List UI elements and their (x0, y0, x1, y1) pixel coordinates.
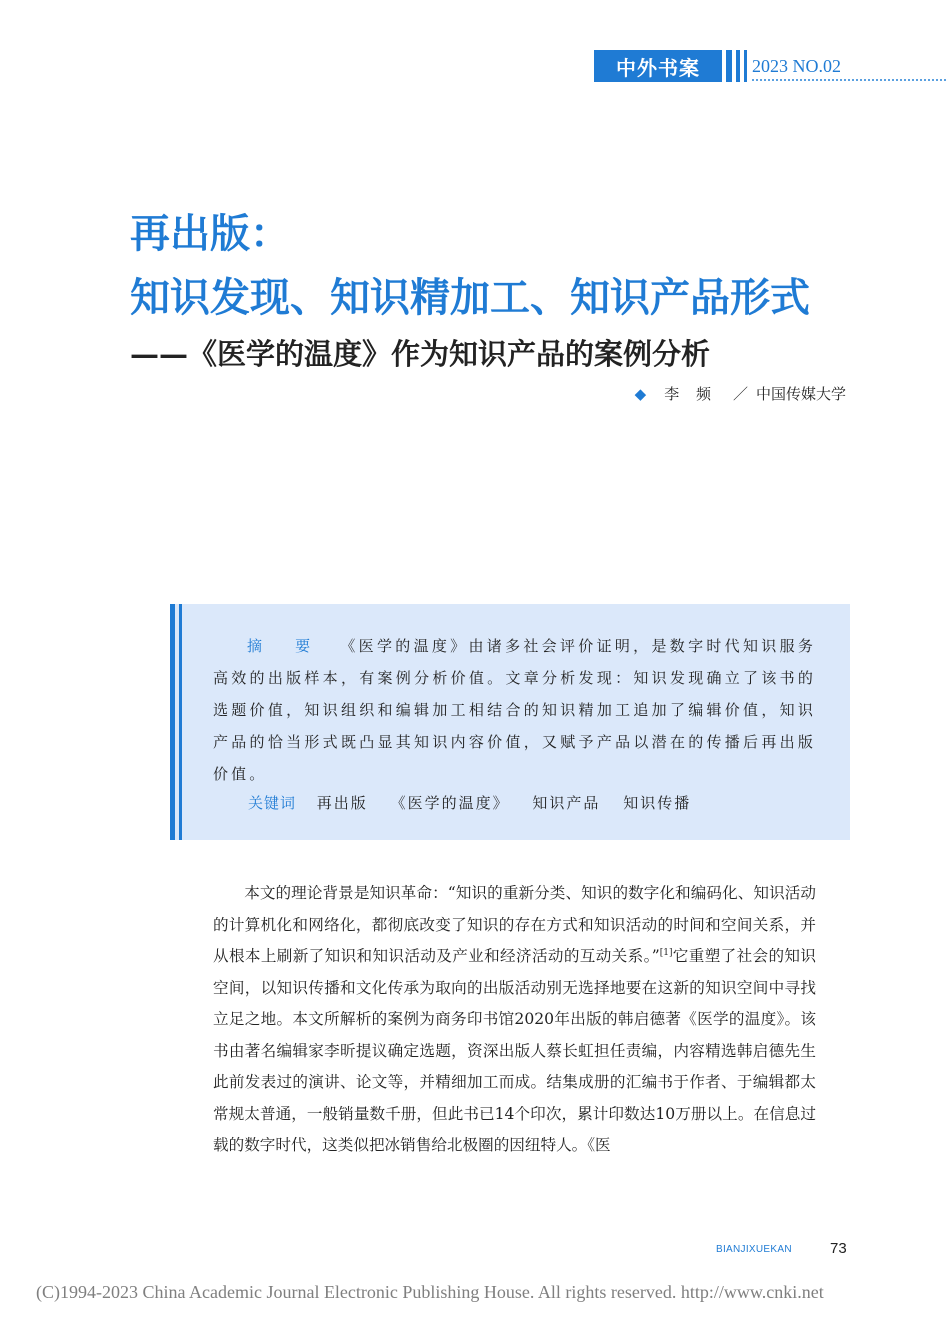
abstract-body: 《医学的温度》由诸多社会评价证明，是数字时代知识服务高效的出版样本，有案例分析价值。文章分析发现：知识发现确立了该书的选题价值，知识组织和编辑加工相结合的知识精加工追加了编辑价值，知识产品的恰当形式既凸显其知识内容价值，又赋予产品以潜在的传播后再出版价值。 (213, 637, 816, 783)
article-subtitle: ——《医学的温度》作为知识产品的案例分析 (130, 337, 711, 371)
page-number: 73 (830, 1240, 847, 1257)
abstract-text (213, 630, 816, 790)
author-separator: ／ (732, 385, 748, 403)
copyright-notice: (C)1994-2023 China Academic Journal Electronic Publishing House. All rights reserved. http://www.cnki.net (36, 1282, 824, 1302)
footer-journal-name: BIANJIXUEKAN (716, 1244, 792, 1255)
header-stripe (736, 50, 740, 82)
article-title-line2: 知识发现、知识精加工、知识产品形式 (130, 274, 810, 321)
body-paragraph (213, 878, 816, 1162)
keyword: 《医学的温度》 (390, 794, 510, 812)
keywords-line (248, 787, 707, 819)
body-text-part2: 它重塑了社会的知识空间，以知识传播和文化传承为取向的出版活动别无选择地要在这新的知识空间中寻找立足之地。本文所解析的案例为商务印书馆2020年出版的韩启德著《医学的温度》。该书由著名编辑家李昕提议确定选题，资深出版人蔡长虹担任责编，内容精选韩启德先生此前发表过的演讲、论文等，并精细加工而成。结集成册的汇编书于作者、于编辑都太常规太普通，一般销量数千册，但此书已14个印次，累计印数达10万册以上。在信息过载的数字时代，这类似把冰销售给北极圈的因纽特人。《医 (213, 947, 816, 1154)
citation-marker: [1] (659, 947, 673, 958)
keyword: 再出版 (316, 794, 368, 812)
article-title-line1: 再出版： (130, 210, 290, 257)
diamond-icon: ◆ (634, 384, 647, 403)
body-text-part1: 本文的理论背景是知识革命：“知识的重新分类、知识的数字化和编码化、知识活动的计算机化和网络化，都彻底改变了知识的存在方式和知识活动的时间和空间关系，并从根本上刷新了知识和知识活动及产业和经济活动的互动关系。” (213, 884, 816, 965)
abstract-label: 摘 要 (247, 637, 325, 655)
keywords-label: 关键词 (248, 794, 297, 812)
journal-section-label: 中外书案 (594, 50, 722, 82)
author-line (635, 383, 846, 404)
issue-number: 2023 NO.02 (752, 56, 841, 76)
author-affiliation: 中国传媒大学 (755, 385, 846, 403)
abstract-accent-bar (170, 604, 175, 840)
abstract-accent-bar (179, 604, 182, 840)
header-stripe (726, 50, 732, 82)
header-dotted-rule (752, 79, 946, 81)
author-name: 李 频 (664, 385, 717, 403)
header-stripe (744, 50, 747, 82)
keyword: 知识产品 (532, 794, 601, 812)
keyword: 知识传播 (623, 794, 692, 812)
